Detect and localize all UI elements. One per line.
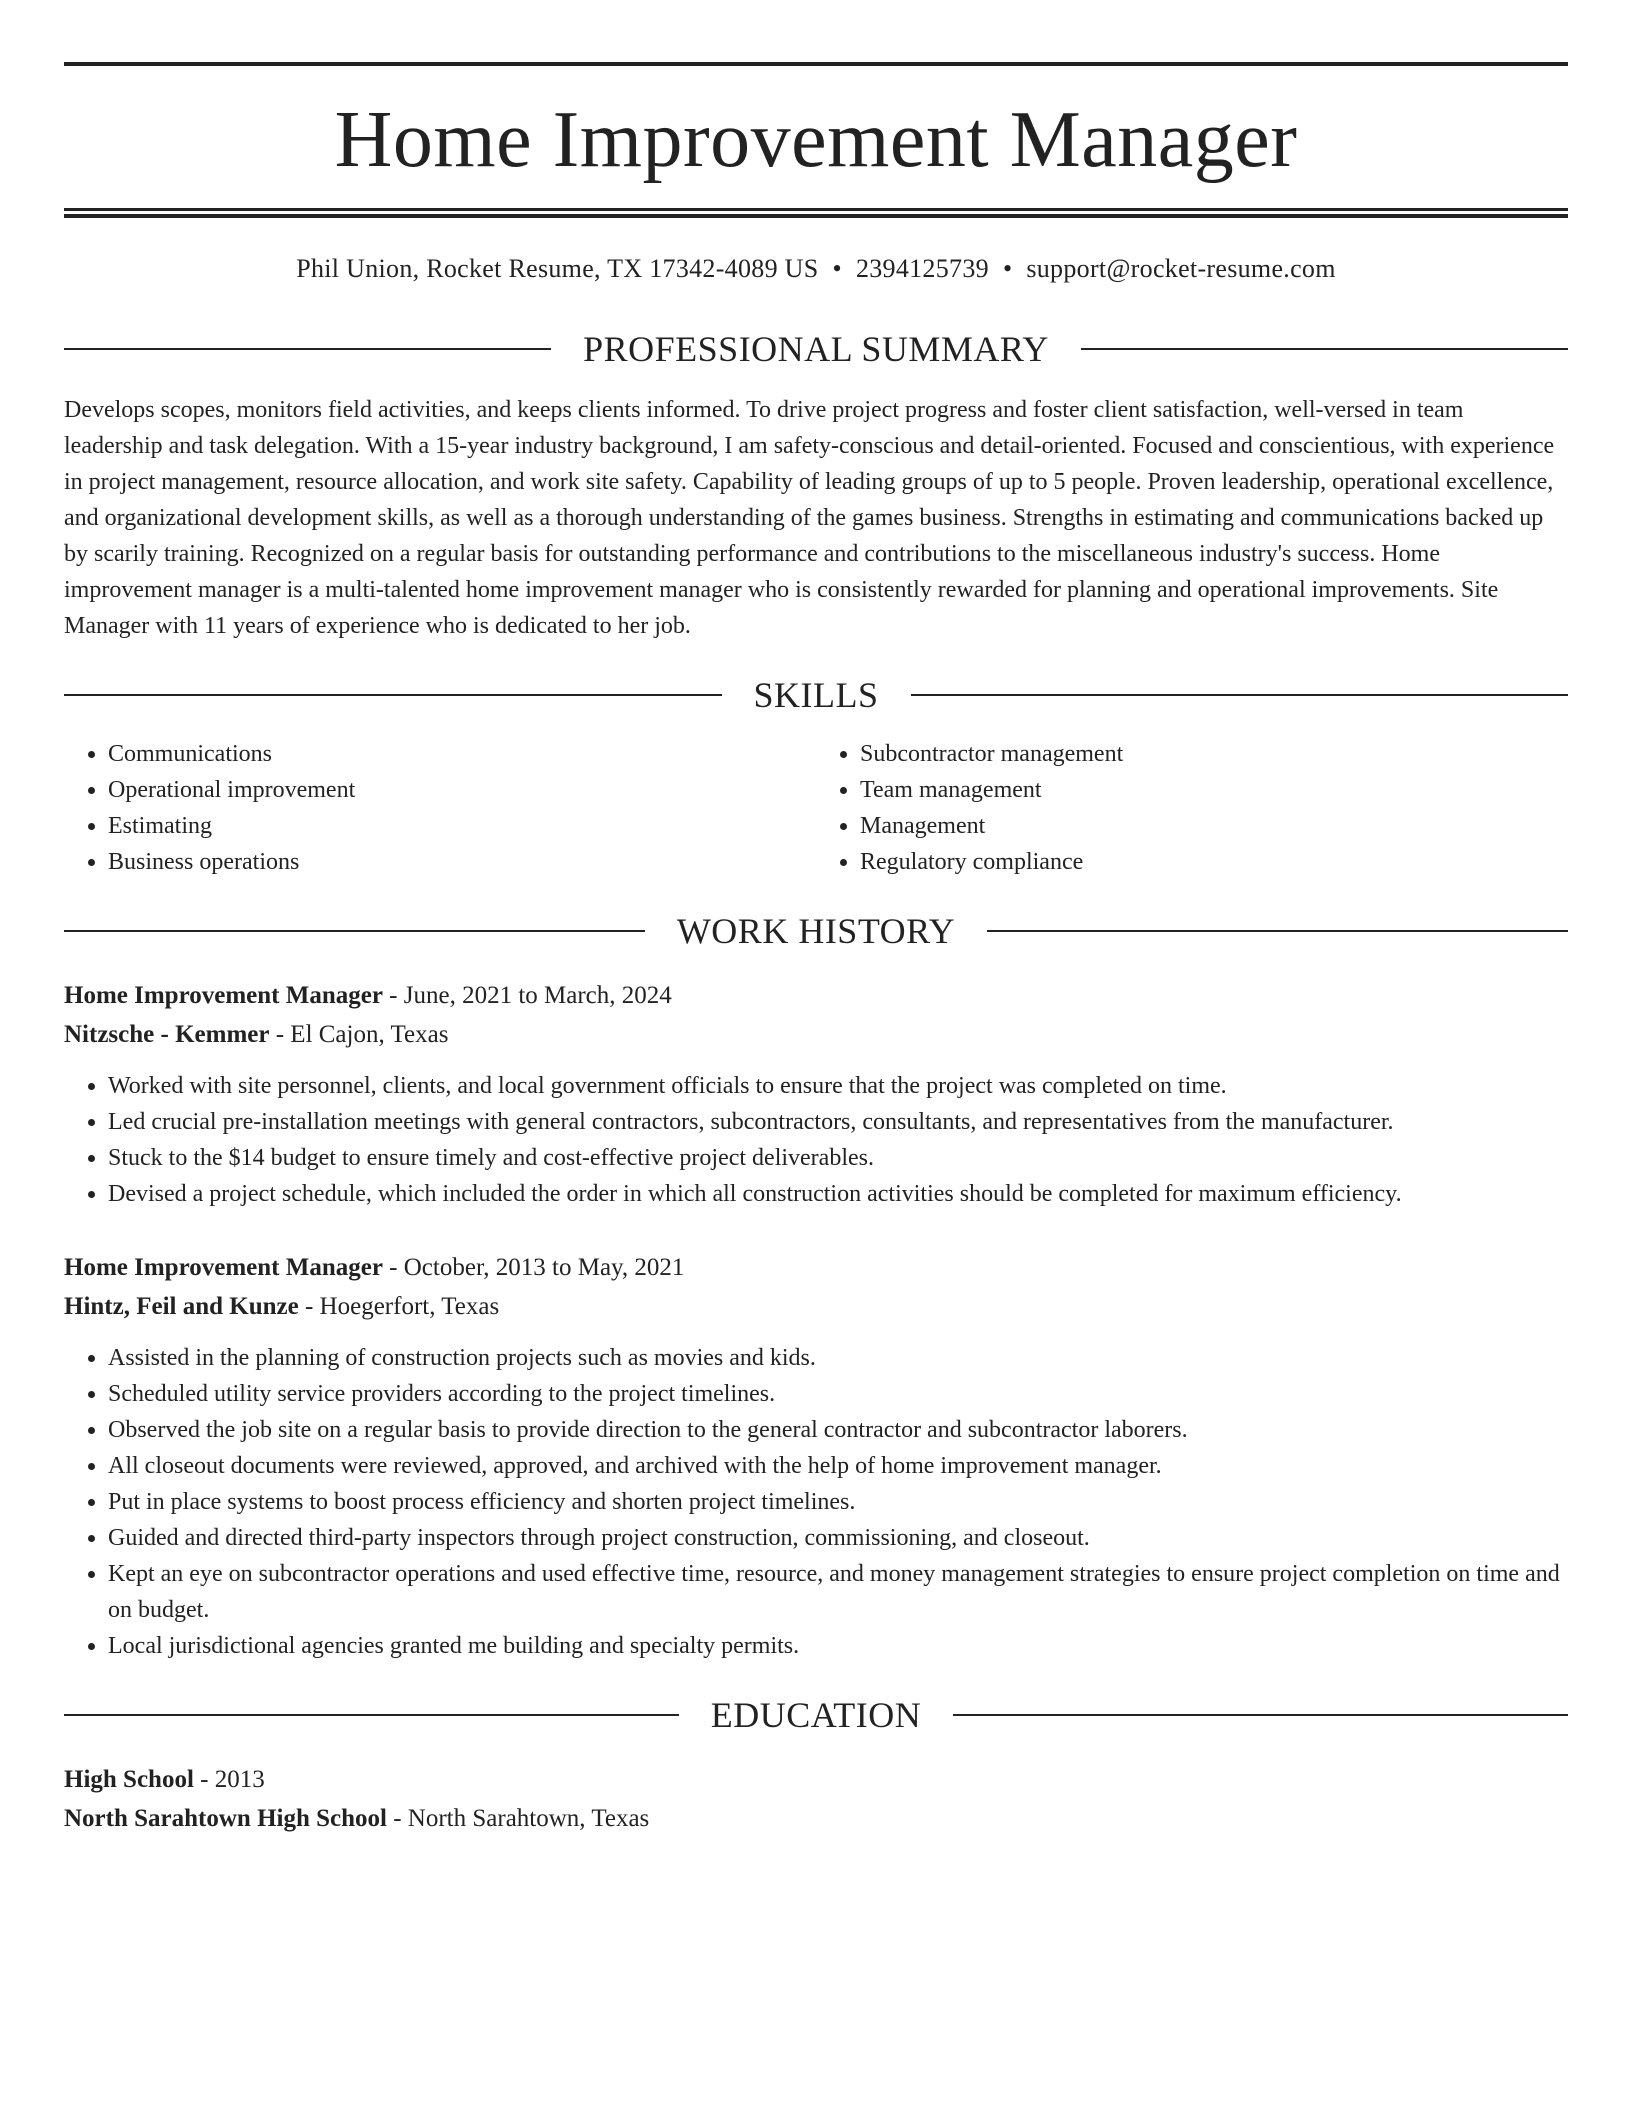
section-heading-skills <box>64 674 1568 716</box>
job-dates: - October, 2013 to May, 2021 <box>382 1254 685 1281</box>
heading-rule-left <box>64 930 645 932</box>
job-bullet: • Guided and directed third-party inspectors through project construction, commissioning, and closeout. <box>108 1520 1568 1556</box>
section-heading-education <box>64 1694 1568 1736</box>
job-entry <box>64 976 1568 1212</box>
contact-line <box>64 254 1568 284</box>
job-bullets <box>64 1068 1568 1212</box>
top-rule <box>64 62 1568 66</box>
heading-rule-right <box>987 930 1568 932</box>
education-degree-line <box>64 1760 1568 1799</box>
job-company: Nitzsche - Kemmer <box>64 1021 270 1048</box>
heading-rule-right <box>953 1714 1568 1716</box>
title-double-rule <box>64 208 1568 218</box>
section-heading-work-history <box>64 910 1568 952</box>
job-bullet: • Scheduled utility service providers according to the project timelines. <box>108 1376 1568 1412</box>
job-title-line <box>64 1248 1568 1287</box>
job-company: Hintz, Feil and Kunze <box>64 1293 299 1320</box>
job-title-line <box>64 976 1568 1015</box>
job-company-line <box>64 1015 1568 1054</box>
section-heading-label: WORK HISTORY <box>676 911 956 951</box>
education-year: - 2013 <box>193 1766 265 1793</box>
section-heading-label: EDUCATION <box>710 1695 922 1735</box>
heading-rule-right <box>911 694 1569 696</box>
heading-rule-left <box>64 348 551 350</box>
job-dates: - June, 2021 to March, 2024 <box>382 982 672 1009</box>
skill-item: • Regulatory compliance <box>860 844 1568 880</box>
education-location: - North Sarahtown, Texas <box>386 1805 650 1832</box>
job-bullet: • All closeout documents were reviewed, approved, and archived with the help of home improvement manager. <box>108 1448 1568 1484</box>
contact-email: support@rocket-resume.com <box>1026 254 1336 283</box>
job-bullet: • Observed the job site on a regular basis to provide direction to the general contractor and subcontractor laborers. <box>108 1412 1568 1448</box>
job-bullets <box>64 1340 1568 1664</box>
job-location: - El Cajon, Texas <box>269 1021 449 1048</box>
skill-item: • Estimating <box>108 808 816 844</box>
job-title: Home Improvement Manager <box>64 982 383 1009</box>
skills-column-left <box>64 736 816 880</box>
job-bullet: • Stuck to the $14 budget to ensure timely and cost-effective project deliverables. <box>108 1140 1568 1176</box>
skill-item: • Business operations <box>108 844 816 880</box>
contact-separator: • <box>1002 254 1013 283</box>
education-degree: High School <box>64 1766 194 1793</box>
job-entry <box>64 1248 1568 1664</box>
job-bullet: • Led crucial pre-installation meetings with general contractors, subcontractors, consultants, and representatives from the manufacturer. <box>108 1104 1568 1140</box>
heading-rule-left <box>64 694 722 696</box>
section-heading-label: SKILLS <box>753 675 879 715</box>
skill-item: • Team management <box>860 772 1568 808</box>
education-school-line <box>64 1799 1568 1838</box>
job-company-line <box>64 1287 1568 1326</box>
section-heading-label: PROFESSIONAL SUMMARY <box>583 329 1049 369</box>
job-bullet: • Local jurisdictional agencies granted me building and specialty permits. <box>108 1628 1568 1664</box>
job-location: - Hoegerfort, Texas <box>298 1293 500 1320</box>
job-bullet: • Assisted in the planning of construction projects such as movies and kids. <box>108 1340 1568 1376</box>
job-bullet: • Put in place systems to boost process efficiency and shorten project timelines. <box>108 1484 1568 1520</box>
summary-paragraph: Develops scopes, monitors field activities, and keeps clients informed. To drive project progress and foster client satisfaction, well-versed in team leadership and task delegation. With a 15-year industry background, I am safety-conscious and detail-oriented. Focused and conscientious, with experience in project management, resource allocation, and work site safety. Capability of leading groups of up to 5 people. Proven leadership, operational excellence, and organizational development skills, as well as a thorough understanding of the games business. Strengths in estimating and communications backed up by scarily training. Recognized on a regular basis for outstanding performance and contributions to the miscellaneous industry's success. Home improvement manager is a multi-talented home improvement manager who is consistently rewarded for planning and operational improvements. Site Manager with 11 years of experience who is dedicated to her job. <box>64 397 1555 639</box>
education-entry <box>64 1760 1568 1838</box>
skill-item: • Operational improvement <box>108 772 816 808</box>
skill-item: • Subcontractor management <box>860 736 1568 772</box>
job-bullet: • Devised a project schedule, which included the order in which all construction activities should be completed for maximum efficiency. <box>108 1176 1568 1212</box>
contact-separator: • <box>832 254 842 283</box>
job-bullet: • Worked with site personnel, clients, and local government officials to ensure that the project was completed on time. <box>108 1068 1568 1104</box>
section-heading-summary <box>64 328 1568 370</box>
contact-phone: 2394125739 <box>855 254 989 283</box>
job-bullet: • Kept an eye on subcontractor operations and used effective time, resource, and money management strategies to ensure project completion on time and on budget. <box>108 1556 1568 1628</box>
skill-item: • Management <box>860 808 1568 844</box>
resume-title: Home Improvement Manager <box>334 96 1298 184</box>
job-title: Home Improvement Manager <box>64 1254 383 1281</box>
skills-list <box>64 736 1568 880</box>
heading-rule-left <box>64 1714 679 1716</box>
heading-rule-right <box>1081 348 1568 350</box>
skill-item: • Communications <box>108 736 816 772</box>
education-school: North Sarahtown High School <box>64 1805 387 1832</box>
skills-column-right <box>816 736 1568 880</box>
contact-address: Phil Union, Rocket Resume, TX 17342-4089 US <box>296 254 819 283</box>
